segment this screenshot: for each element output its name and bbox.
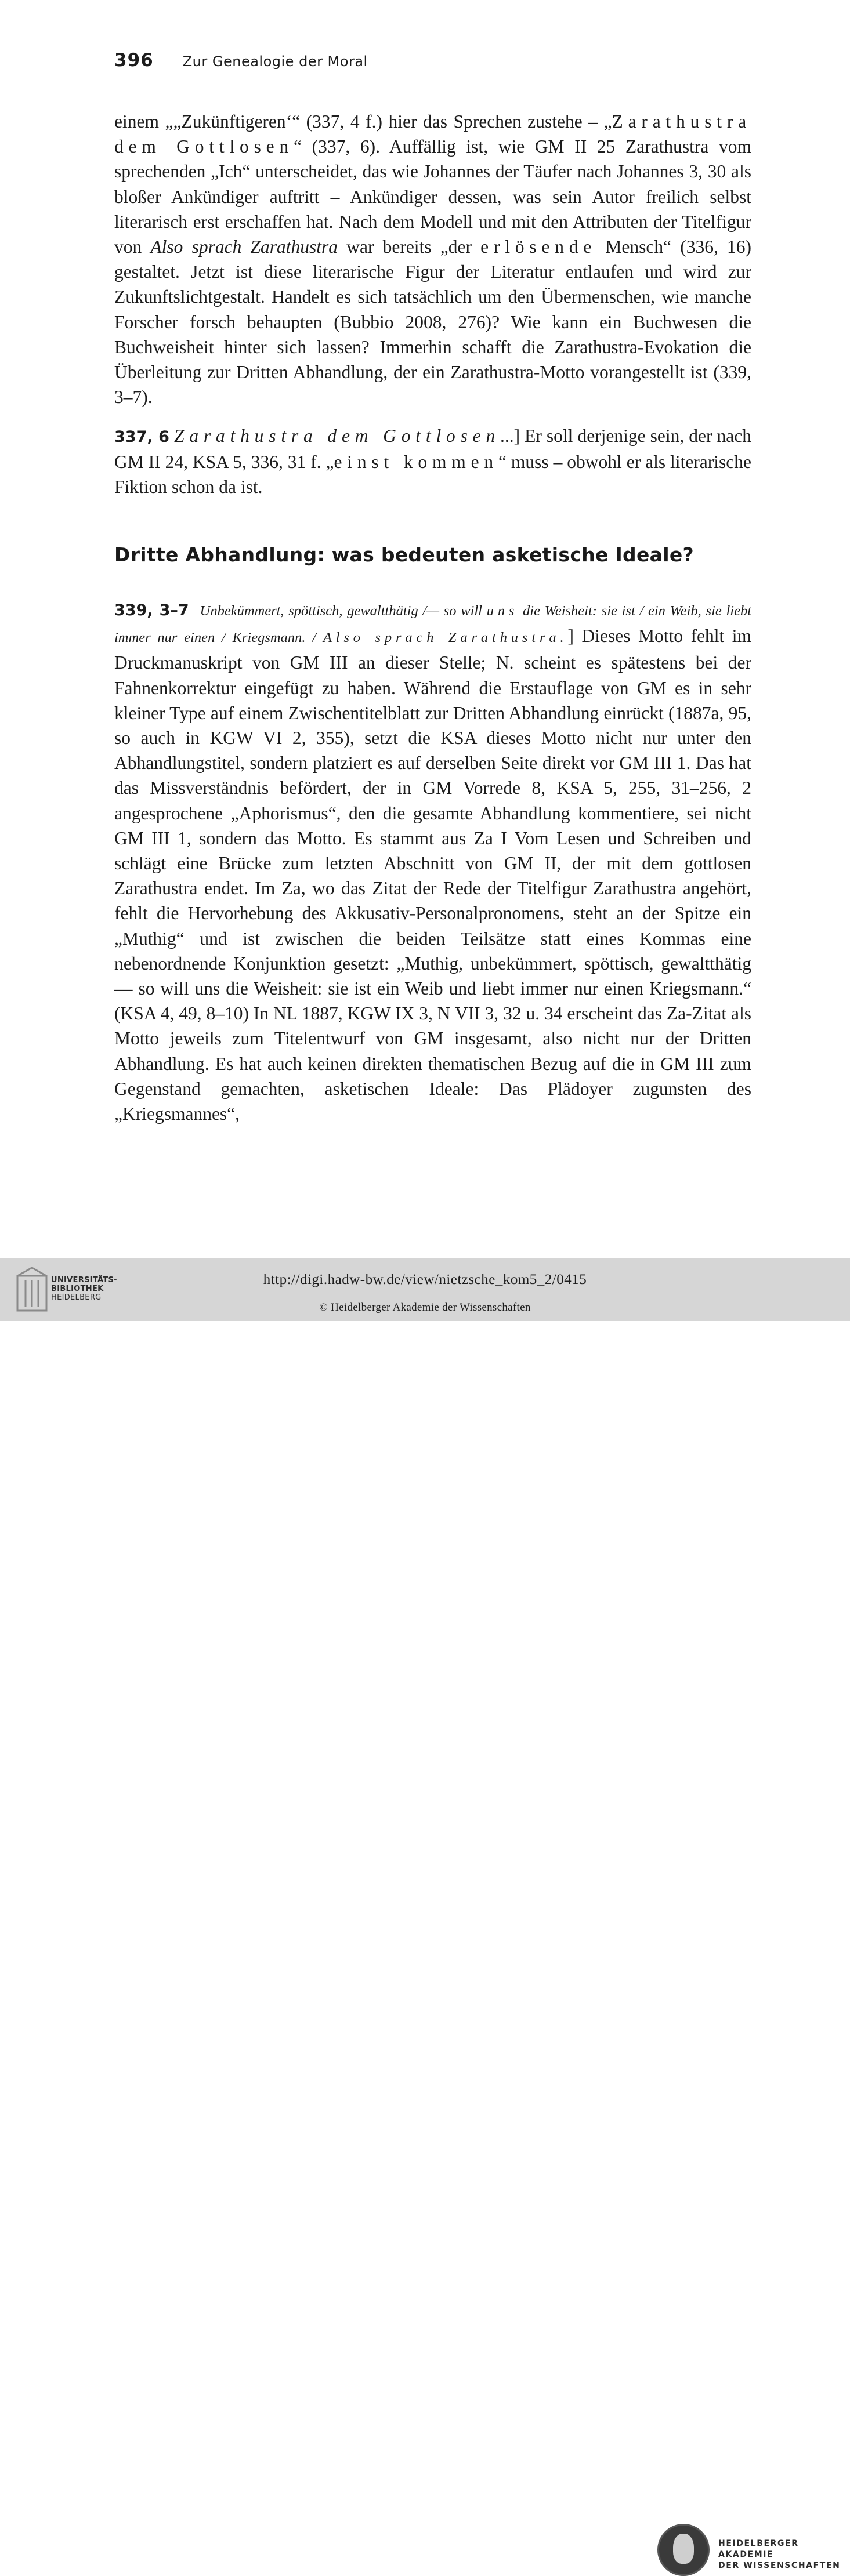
text-run: “ muss – obwohl er als literarische Fiktion schon da ist. — [114, 452, 751, 498]
text-run: einem „„Zukünftigeren‘“ (337, 4 f.) hier das Sprechen zustehe – „ — [114, 111, 612, 132]
spaced-emphasis: einst kommen — [334, 452, 498, 473]
text-run: war bereits „der — [338, 237, 481, 257]
permalink-url[interactable]: http://digi.hadw-bw.de/view/nietzsche_kom5_2/0415 — [263, 1272, 587, 1287]
library-name-line: BIBLIOTHEK — [51, 1285, 104, 1293]
academy-name-line: DER WISSENSCHAFTEN — [718, 2561, 841, 2570]
library-name-line: UNIVERSITÄTS- — [51, 1276, 117, 1285]
running-head — [114, 50, 368, 71]
text-run: “ (337, 6). Auffällig ist, wie GM II 25 Zarathustra vom sprechenden „Ich“ unterscheidet, das wie Johannes der Täufer nach Johannes 3, 30 als bloßer Ankündiger auftritt – Ankündiger dessen, was sein Autor freilich selbst literarisch erst erschaffen hat. Nach dem Modell und mit den Attributen der Titelfigur von — [114, 136, 752, 257]
page-number: 396 — [114, 50, 154, 71]
italic-title: Also sprach Zarathustra — [150, 237, 338, 257]
academy-name-line: HEIDELBERGER AKADEMIE — [718, 2539, 799, 2559]
spaced-emphasis: erlösende — [480, 237, 597, 257]
text-run: ...] Er soll derjenige sein, der nach GM II 24, KSA 5, 336, 31 f. „ — [114, 426, 751, 473]
commentary-paragraph-3 — [114, 597, 751, 1126]
section-heading: Dritte Abhandlung: was bedeuten asketische Ideale? — [114, 543, 694, 566]
running-title: Zur Genealogie der Moral — [182, 53, 368, 70]
commentary-paragraph-2 — [114, 423, 751, 500]
spaced-emphasis: Also sprach Zarathustra. — [323, 630, 568, 646]
text-run: ] Dieses Motto fehlt im Druckmanuskript von GM III an dieser Stelle; N. scheint es spätestens bei der Fahnenkorrektur eingefügt zu haben. Während die Erstauflage von GM es in sehr kleiner Type auf einem Zwischentitelblatt zur Dritten Abhandlung einrückt (1887a, 95, so auch in KGW VI 2, 355), setzt die KSA dieses Motto nicht nur unter den Abhandlungstitel, sondern platziert es auf derselben Seite direkt vor GM III 1. Das hat das Missverständnis befördert, der in GM Vorrede 8, KSA 5, 255, 31–256, 2 angesprochene „Aphorismus“, den die gesamte Abhandlung kommentiere, sei nicht GM III 1, sondern das Motto. Es stammt aus Za I Vom Lesen und Schreiben und schlägt eine Brücke zum letzten Abschnitt von GM II, der mit dem gottlosen Zarathustra endet. Im Za, wo das Zitat der Rede der Titelfigur Zarathustra angehört, fehlt die Hervorhebung des Akkusativ-Personalpronomens, steht an der Spitze ein „Muthig“ und ist zwischen die beiden Teilsätze statt eines Kommas eine nebenordnende Konjunktion gesetzt: „Muthig, unbekümmert, spöttisch, gewaltthätig — so will uns die Weisheit: sie ist ein Weib und liebt immer nur einen Kriegsmann.“ (KSA 4, 49, 8–10) In NL 1887, KGW IX 3, N VII 3, 32 u. 34 erscheint das Za-Zitat als Motto jeweils zum Titelentwurf von GM insgesamt, also nicht nur der Dritten Abhandlung. Es hat auch keinen direkten thematischen Bezug auf die in GM III zum Gegenstand gemachten, asketischen Ideale: Das Plädoyer zugunsten des „Kriegsmannes“, — [114, 626, 752, 1124]
motto-quote: die Weisheit: sie ist / ein Weib, sie liebt immer nur einen / Kriegsmann. / — [114, 603, 752, 646]
academy-name — [718, 2538, 850, 2571]
lemma-reference: 337, 6 — [114, 428, 169, 446]
commentary-paragraph-1 — [114, 109, 751, 409]
book-page — [0, 0, 850, 1258]
lemma-reference: 339, 3–7 — [114, 601, 189, 619]
text-run: Mensch“ (336, 16) gestaltet. Jetzt ist diese literarische Figur der Literatur entlaufen und wird zur Zukunftslichtgestalt. Handelt es sich tatsächlich um den Übermenschen, wie manche Forscher forsch behaupten (Bubbio 2008, 276)? Wie kann ein Buchwesen die Buchweisheit hinter sich lassen? Immerhin schafft die Zarathustra-Evokation die Überleitung zur Dritten Abhandlung, der ein Zarathustra-Motto vorangestellt ist (339, 3–7). — [114, 237, 751, 408]
academy-seal-icon — [657, 2524, 710, 2576]
spaced-emphasis: Zarathustra dem Gottlosen — [114, 111, 751, 157]
copyright-notice: © Heidelberger Akademie der Wissenschaften — [319, 1301, 531, 1314]
lemma-quote: Zarathustra dem Gottlosen — [173, 426, 501, 446]
motto-quote: Unbekümmert, spöttisch, gewaltthätig /— so will — [200, 603, 487, 619]
spaced-emphasis: uns — [486, 603, 519, 619]
library-name-line: HEIDELBERG — [51, 1293, 102, 1302]
